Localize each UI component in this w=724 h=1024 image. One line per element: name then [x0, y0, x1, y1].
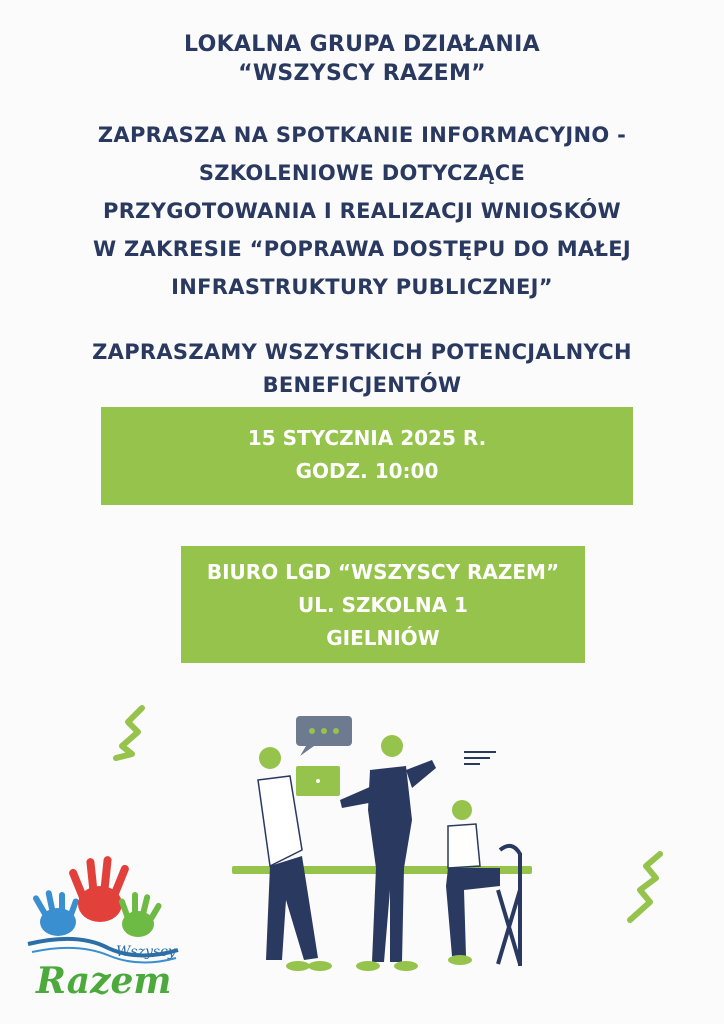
logo-word-razem: Razem — [36, 960, 172, 1002]
organization-title — [0, 30, 724, 88]
logo-word-wszyscy: Wszyscy — [116, 944, 176, 960]
laptop-icon — [296, 766, 340, 796]
invitation-line: ZAPRASZA NA SPOTKANIE INFORMACYJNO - — [97, 123, 627, 147]
event-date: 15 STYCZNIA 2025 R. — [247, 426, 487, 450]
event-time: GODZ. 10:00 — [295, 459, 439, 483]
speech-bubble-icon — [296, 716, 352, 756]
invitation-line: W ZAKRESIE “POPRAWA DOSTĘPU DO MAŁEJ — [92, 237, 632, 261]
text-lines-icon — [464, 752, 496, 764]
org-name-line: LOKALNA GRUPA DZIAŁANIA — [184, 32, 540, 57]
date-time-box — [101, 407, 633, 505]
audience-line: ZAPRASZAMY WSZYSTKICH POTENCJALNYCH — [92, 340, 632, 364]
invitation-line: PRZYGOTOWANIA I REALIZACJI WNIOSKÓW — [103, 199, 621, 223]
zigzag-decoration-icon — [116, 708, 142, 758]
location-town: GIELNIÓW — [326, 626, 440, 650]
invitation-line: INFRASTRUKTURY PUBLICZNEJ” — [171, 275, 553, 299]
lgd-logo — [18, 852, 188, 1010]
invitation-text — [0, 116, 724, 306]
zigzag-decoration-icon — [630, 854, 660, 920]
person-seated — [446, 800, 500, 965]
location-box — [181, 546, 585, 663]
chair — [498, 846, 520, 966]
audience-line: BENEFICJENTÓW — [262, 373, 462, 397]
location-name: BIURO LGD “WSZYSCY RAZEM” — [206, 560, 560, 584]
invitation-line: SZKOLENIOWE DOTYCZĄCE — [198, 161, 526, 185]
location-street: UL. SZKOLNA 1 — [298, 593, 468, 617]
org-name-quoted: “WSZYSCY RAZEM” — [238, 61, 486, 86]
audience-text — [0, 336, 724, 402]
person-middle — [340, 735, 436, 971]
